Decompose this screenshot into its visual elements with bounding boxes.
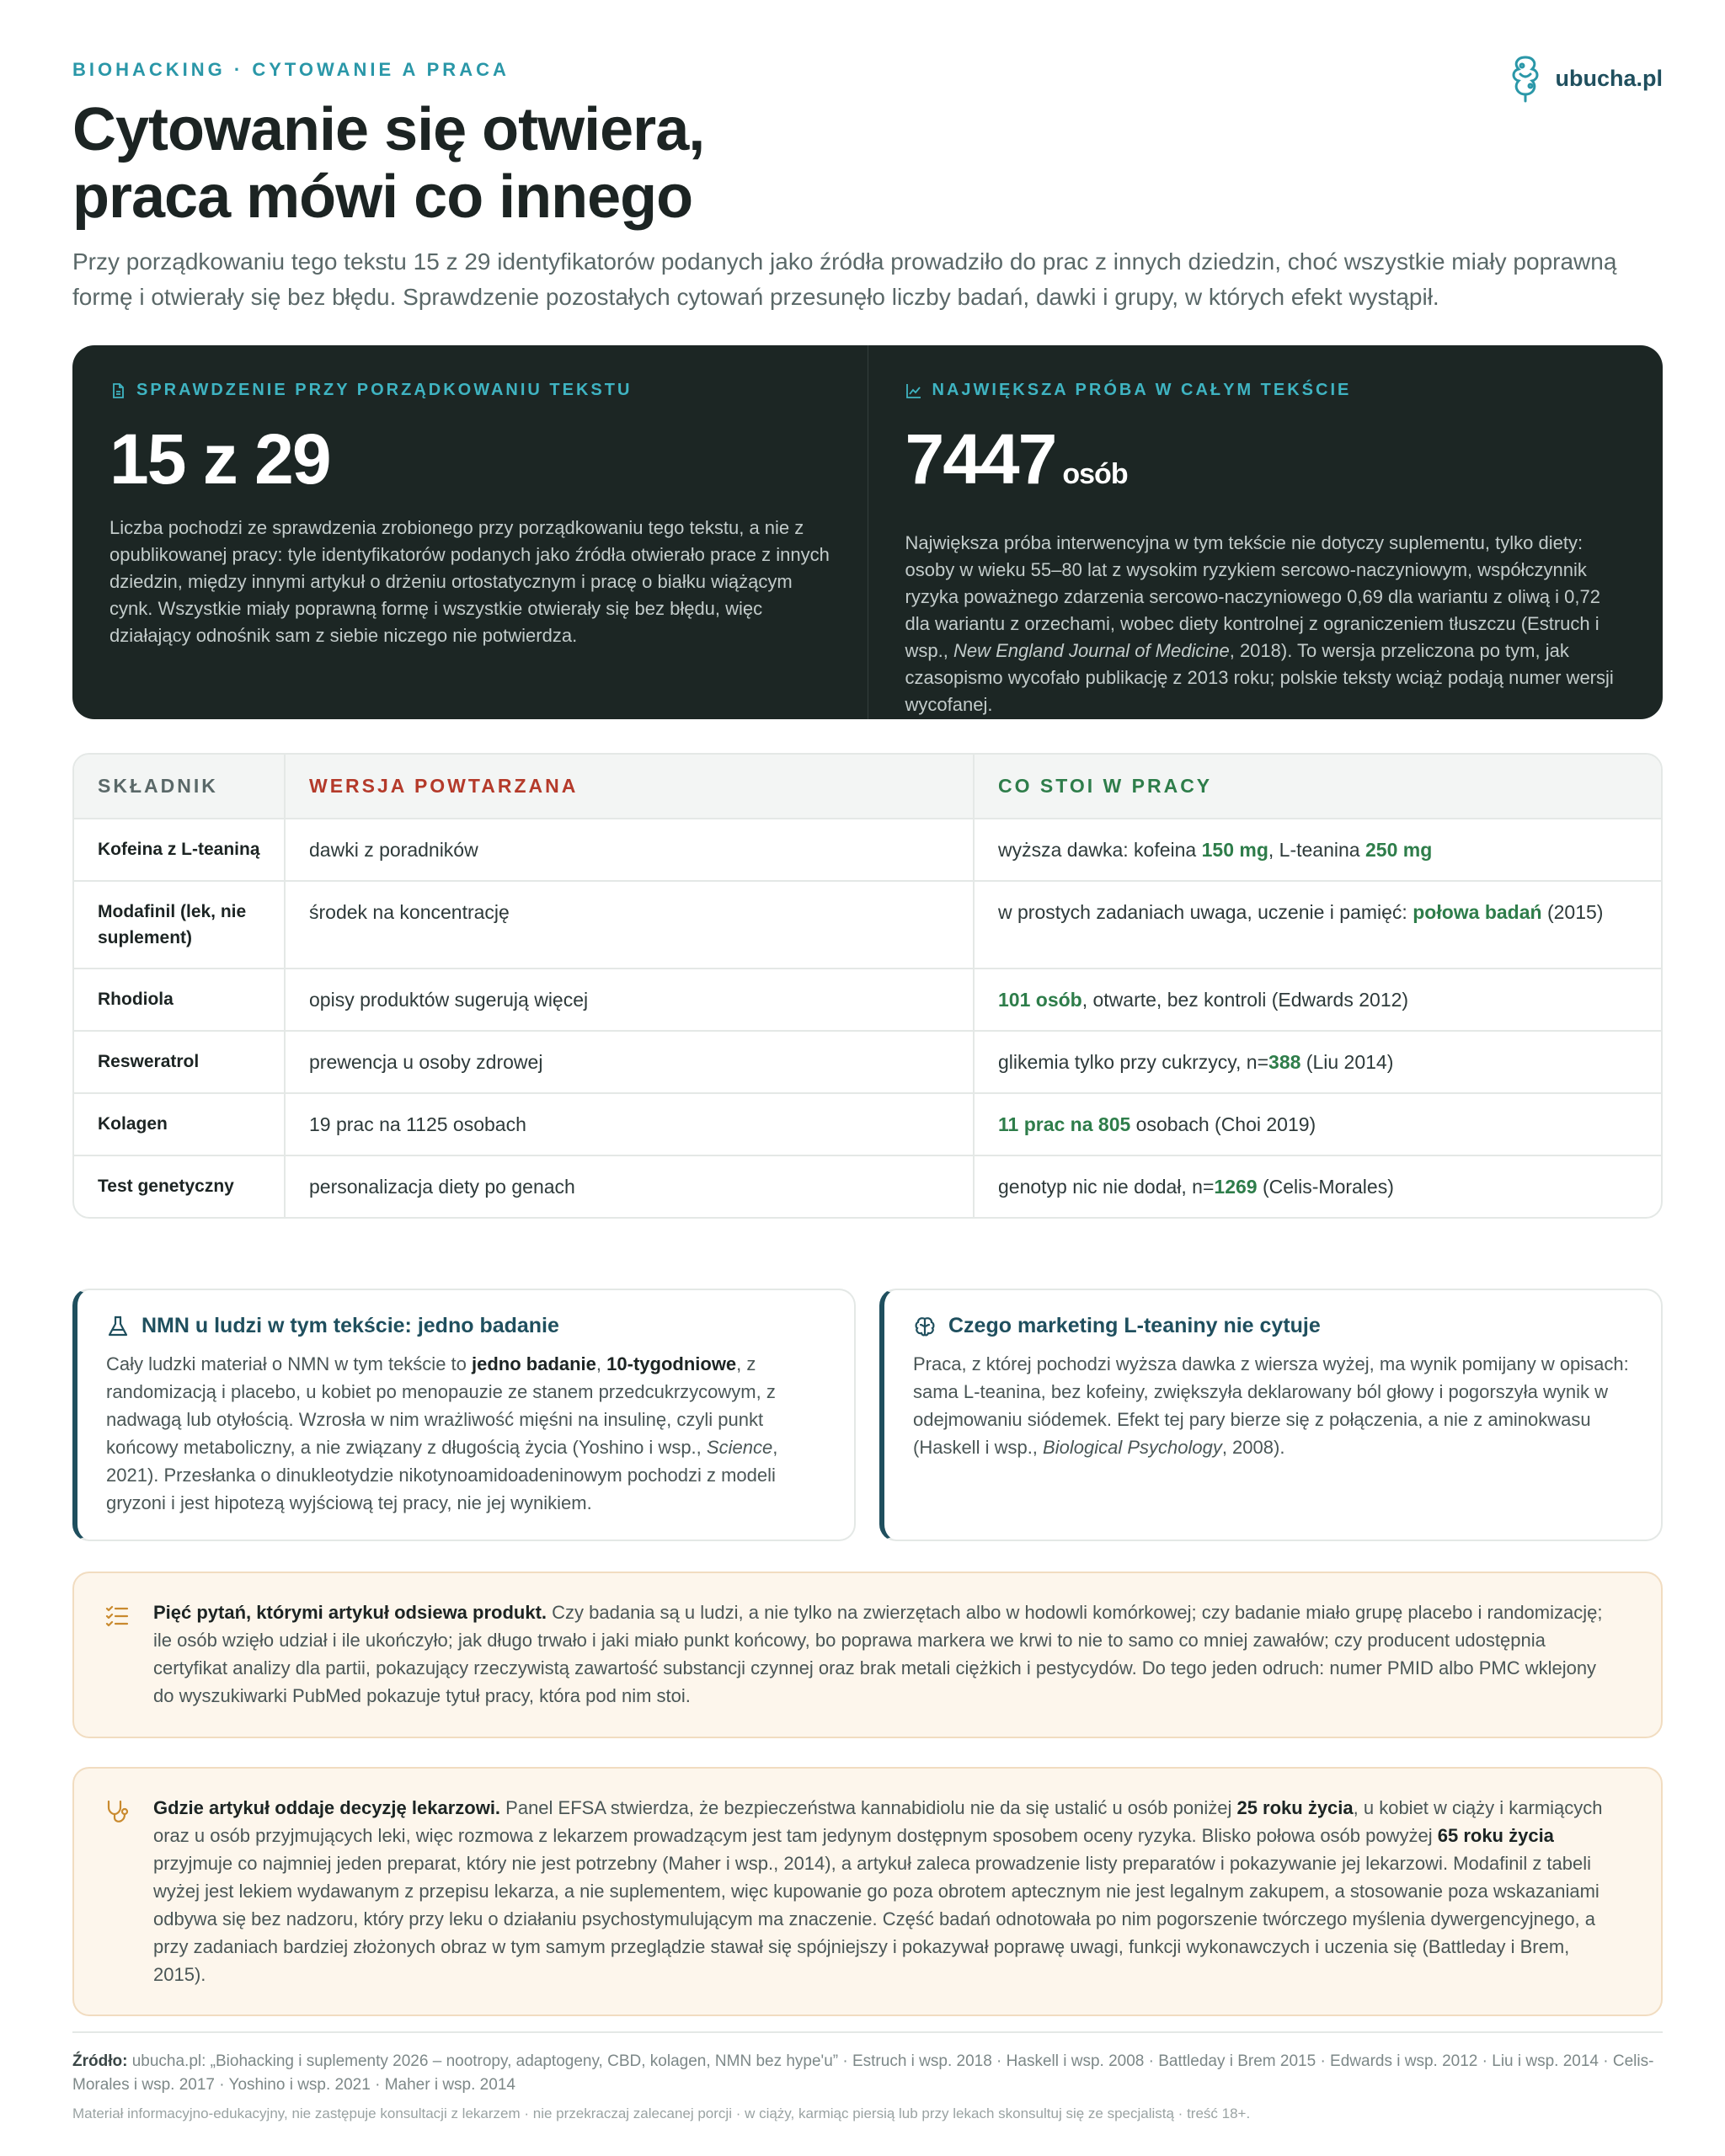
stat-verification [72,345,868,719]
highlight-value: 150 mg [1201,839,1268,861]
text-part: wyższa dawka: kofeina [998,839,1202,861]
note-lead: Gdzie artykuł oddaje decyzję lekarzowi. [153,1797,501,1818]
stat-description [905,530,1626,718]
note-five-questions [72,1572,1663,1738]
callout-body [106,1350,827,1517]
text-part: przyjmuje co najmniej jeden preparat, który nie jest potrzebny (Maher i wsp., 2014), a artykuł zaleca prowadzenie listy preparatów i pokazywanie jej lekarzowi. Modafinil z tabeli wyżej jest lekiem wydawanym z przepisu lekarza, a nie suplementem, więc kupowanie go poza obrotem aptecznym nie jest legalnym zakupem, a stosowanie poza wskazaniami odbywa się bez nadzoru, który przy leku o działaniu psychostymulującym ma znaczenie. Część badań odnotowała po nim pogorszenie twórczego myślenia dywergencyjnego, a przy zadaniach bardziej złożonych obraz w tym samym przeglądzie stawał się spójniejszy i pokazywał poprawę uwagi, funkcji wykonawczych i uczenia się (Battleday i Brem, 2015). [153,1853,1599,1985]
table-row [74,969,1661,1031]
table-row [74,1093,1661,1155]
text-part: osobach (Choi 2019) [1130,1113,1316,1135]
text-part: Praca, z której pochodzi wyższa dawka z wiersza wyżej, ma wynik pomijany w opisach: sama L-teanina, bez kofeiny, zwiększyła deklarowany ból głowy i pogorszyła wynik w odejmowaniu siódemek. Efekt tej pary bierze się z połączenia, a nie z aminokwasu (Haskell i wsp., [913,1353,1629,1458]
source-text: ubucha.pl: „Biohacking i suplementy 2026 – nootropy, adaptogeny, CBD, kolagen, NMN bez hype'u” · Estruch i wsp. 2018 · Haskell i wsp. 2008 · Battleday i Brem 2015 · Edwards i wsp. 2012 · Liu i wsp. 2014 · Celis-Morales i wsp. 2017 · Yoshino i wsp. 2021 · Maher i wsp. 2014 [72,2052,1654,2094]
callout-title: NMN u ludzi w tym tekście: jedno badanie [142,1314,559,1337]
callout-body [913,1350,1634,1461]
text-part: genotyp nic nie dodał, n= [998,1176,1215,1198]
callout-nmn [72,1289,856,1541]
table-header-row [74,755,1661,819]
text-part: , otwarte, bez kontroli (Edwards 2012) [1081,989,1409,1011]
brand-logo[interactable] [1505,52,1664,104]
stat-largest-sample [868,345,1664,719]
ingredient-cell: Test genetyczny [74,1155,285,1217]
table-row [74,819,1661,881]
emphasis: 10-tygodniowe [606,1353,737,1374]
repeated-claim-cell: środek na koncentrację [285,881,974,969]
stat-text-part: Największa próba interwencyjna w tym tekście nie dotyczy suplementu, tylko diety: osoby w wieku 55–80 lat z wysokim ryzykiem sercowo-naczyniowym, współczynnik ryzyka poważnego zdarzenia sercowo-naczyniowego 0,69 dla wariantu z oliwą i 0,72 dla wariantu z orzechami, wobec diety kontrolnej z ograniczeniem tłuszczu (Estruch i wsp., [905,532,1600,661]
kombucha-logo-icon [1505,52,1546,104]
source-line [72,2050,1663,2097]
table-row [74,1031,1661,1093]
emphasis: jedno badanie [472,1353,596,1374]
lede-paragraph: Przy porządkowaniu tego tekstu 15 z 29 identyfikatorów podanych jako źródła prowadziło do prac z innych dziedzin, choć wszystkie miały poprawną formę i otwierały się bez błędu. Sprawdzenie pozostałych cytowań przesunęło liczby badań, dawki i grupy, w których efekt wystąpił. [72,248,1617,310]
column-header-ingredient: SKŁADNIK [74,755,285,819]
stat-label-text: SPRAWDZENIE PRZY PORZĄDKOWANIU TEKSTU [136,381,633,399]
paper-fact-cell [974,881,1661,969]
text-part: , z randomizacją i placebo, u kobiet po menopauzie ze stanem przedcukrzycowym, z nadwagą lub otyłością. Wzrosła w nim wrażliwość mięśni na insulinę, czyli punkt końcowy metaboliczny, a nie związany z długością życia (Yoshino i wsp., [106,1353,776,1458]
chart-line-icon [905,382,922,399]
text-part: (Liu 2014) [1300,1051,1394,1073]
repeated-claim-cell: 19 prac na 1125 osobach [285,1093,974,1155]
text-part: , [595,1353,607,1374]
stat-label [905,381,1626,400]
journal-name: Science [706,1437,773,1458]
paper-fact-cell [974,1093,1661,1155]
stat-label [109,381,830,400]
highlight-value: 1269 [1214,1176,1258,1198]
source-label: Źródło: [72,2052,128,2070]
text-part: , 2021). Przesłanka o dinukleotydzie nikotynoamidoadeninowym pochodzi z modeli gryzoni i jest hipotezą wyjściową tej pracy, nie jej wynikiem. [106,1437,778,1513]
stat-number: 15 z 29 [109,419,330,499]
stat-number-value: 7447 [905,419,1056,499]
comparison-table [72,753,1663,1219]
column-header-repeated-version: WERSJA POWTARZANA [285,755,974,819]
text-part: Cały ludzki materiał o NMN w tym tekście to [106,1353,472,1374]
page-title [72,96,704,231]
journal-name: New England Journal of Medicine [953,640,1230,661]
paper-fact-cell [974,819,1661,881]
repeated-claim-cell: opisy produktów sugerują więcej [285,969,974,1031]
text-part: , L-teanina [1268,839,1365,861]
journal-name: Biological Psychology [1043,1437,1222,1458]
stat-label-text: NAJWIĘKSZA PRÓBA W CAŁYM TEKŚCIE [932,381,1352,399]
brain-icon [913,1315,937,1338]
repeated-claim-cell: dawki z poradników [285,819,974,881]
note-body [153,1598,1619,1710]
text-part: , u kobiet w ciąży i karmiących oraz u osób przyjmujących leki, więc rozmowa z lekarzem prowadzącym jest tam jedynym dostępnym sposobem oceny ryzyka. Blisko połowa osób powyżej [153,1797,1603,1846]
highlight-value: 388 [1268,1051,1301,1073]
title-line-2: praca mówi co innego [72,163,693,231]
note-doctor-decision [72,1767,1663,2016]
callout-heading [913,1314,1634,1338]
ingredient-cell: Kolagen [74,1093,285,1155]
stat-description: Liczba pochodzi ze sprawdzenia zrobionego przy porządkowaniu tego tekstu, a nie z opublikowanej pracy: tyle identyfikatorów podanych jako źródła otwierało prace z innych dziedzin, między innymi artykuł o drżeniu ortostatycznym i pracę o białku wiążącym cynk. Wszystkie miały poprawną formę i wszystkie otwierały się bez błędu, więc działający odnośnik sam z siebie niczego nie potwierdza. [109,517,830,646]
brand-name: ubucha.pl [1555,65,1663,91]
eyebrow: BIOHACKING · CYTOWANIE A PRACA [72,59,510,80]
flask-icon [106,1315,130,1338]
text-part: glikemia tylko przy cukrzycy, n= [998,1051,1269,1073]
footer-divider [72,2031,1663,2033]
note-text: Czy badania są u ludzi, a nie tylko na zwierzętach albo w hodowli komórkowej; czy badanie miało grupę placebo i randomizację; ile osób wzięło udział i ile ukończyło; jak długo trwało i jaki miało punkt końcowy, bo poprawa markera we krwi to nie to samo co mniej zawałów; czy producent udostępnia certyfikat analizy dla partii, pokazujący rzeczywistą zawartość substancji czynnej oraz brak metali ciężkich i pestycydów. Do tego jeden odruch: numer PMID albo PMC wklejony do wyszukiwarki PubMed pokazuje tytuł pracy, która pod nim stoi. [153,1602,1603,1706]
ingredient-cell: Modafinil (lek, nie suplement) [74,881,285,969]
stat-number [905,419,1626,515]
checklist-icon [104,1604,130,1629]
text-part: (2015) [1541,901,1604,923]
callout-heading [106,1314,827,1338]
stethoscope-icon [104,1799,130,1824]
title-line-1: Cytowanie się otwiera, [72,96,705,163]
emphasis: 65 roku życia [1437,1825,1554,1846]
paper-fact-cell [974,1155,1661,1217]
callout-title: Czego marketing L-teaniny nie cytuje [948,1314,1321,1337]
emphasis: 25 roku życia [1236,1797,1354,1818]
document-icon [109,382,126,399]
table-body [74,819,1661,1217]
highlight-value: 101 osób [998,989,1082,1011]
note-body [153,1794,1619,1988]
stat-text-part: , 2018). To wersja przeliczona po tym, jak czasopismo wycofało publikację z 2013 roku; polskie teksty wciąż podają numer wersji wycofanej. [905,640,1614,715]
text-part: , 2008). [1221,1437,1285,1458]
text-part: (Celis-Morales) [1257,1176,1394,1198]
highlight-value: 11 prac na 805 [998,1113,1131,1135]
stat-unit: osób [1062,458,1128,490]
table-row [74,881,1661,969]
highlight-value: 250 mg [1365,839,1433,861]
paper-fact-cell [974,969,1661,1031]
text-part: w prostych zadaniach uwaga, uczenie i pamięć: [998,901,1413,923]
ingredient-cell: Resweratrol [74,1031,285,1093]
column-header-in-paper: CO STOI W PRACY [974,755,1661,819]
stats-panel [72,345,1663,719]
ingredient-cell: Kofeina z L-teaniną [74,819,285,881]
repeated-claim-cell: prewencja u osoby zdrowej [285,1031,974,1093]
callout-l-theanine [879,1289,1663,1541]
table-row [74,1155,1661,1217]
highlight-value: połowa badań [1413,901,1542,923]
repeated-claim-cell: personalizacja diety po genach [285,1155,974,1217]
note-lead: Pięć pytań, którymi artykuł odsiewa produkt. [153,1602,547,1623]
disclaimer: Materiał informacyjno-edukacyjny, nie zastępuje konsultacji z lekarzem · nie przekraczaj zalecanej porcji · w ciąży, karmiąc piersią lub przy lekach skonsultuj się ze specjalistą · treść 18+. [72,2105,1251,2121]
paper-fact-cell [974,1031,1661,1093]
ingredient-cell: Rhodiola [74,969,285,1031]
text-part: Panel EFSA stwierdza, że bezpieczeństwa kannabidiolu nie da się ustalić u osób poniżej [500,1797,1237,1818]
